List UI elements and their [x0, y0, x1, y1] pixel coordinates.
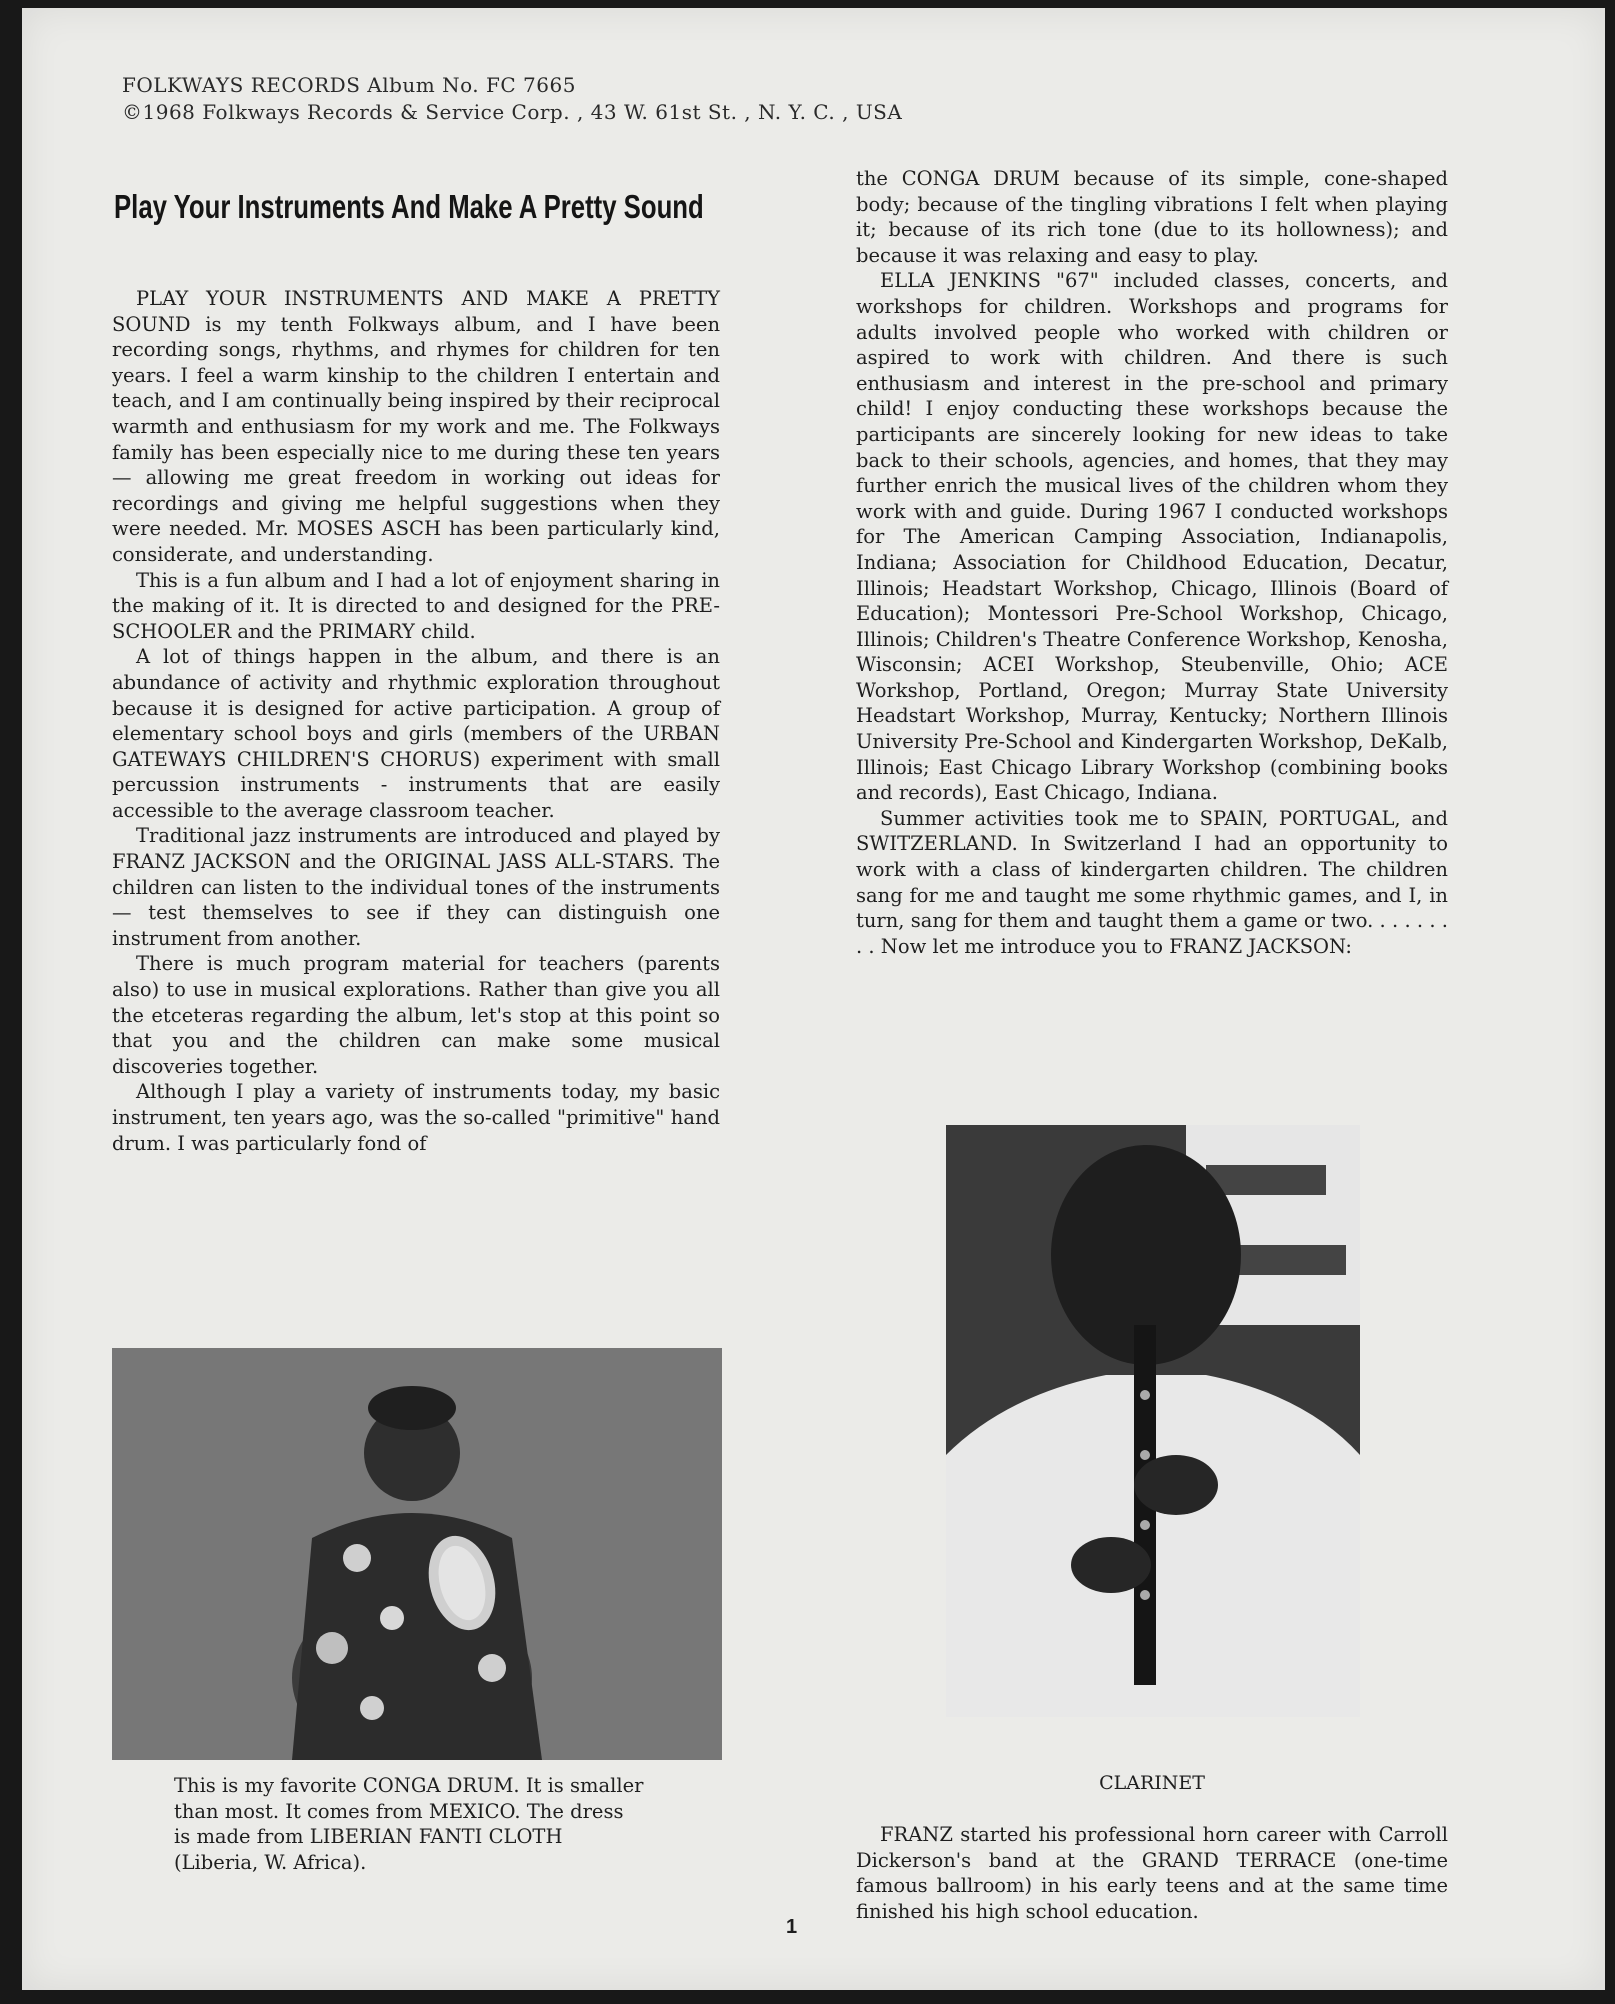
paragraph: This is a fun album and I had a lot of enjoyment sharing in the making of it. It is directed to and designed for the PRE-SCHOOLER and the PRIMARY child.	[112, 568, 720, 643]
paragraph: PLAY YOUR INSTRUMENTS AND MAKE A PRETTY SOUND is my tenth Folkways album, and I have been recording songs, rhythms, and rhymes for children for ten years. I feel a warm kinship to the children I entertain and teach, and I am continually being inspired by their reciprocal warmth and enthusiasm for my work and me. The Folkways family has been especially nice to me during these ten years — allowing me great freedom in working out ideas for recordings and giving me helpful suggestions when they were needed. Mr. MOSES ASCH has been particularly kind, considerate, and understanding.	[112, 287, 720, 566]
paragraph: FRANZ started his professional horn career with Carroll Dickerson's band at the GRAND TERRACE (one-time famous ballroom) in his early teens and at the same time finished his high school education.	[856, 1823, 1448, 1923]
page-title: Play Your Instruments And Make A Pretty Sound	[114, 188, 704, 225]
paragraph: Traditional jazz instruments are introduced and played by FRANZ JACKSON and the ORIGINAL JASS ALL-STARS. The children can listen to the individual tones of the instruments — test themselves to see if they can distinguish one instrument from another.	[112, 824, 720, 950]
header-copyright-line: ©1968 Folkways Records & Service Corp. , 43 W. 61st St. , N. Y. C. , USA	[122, 100, 903, 124]
paragraph: A lot of things happen in the album, and there is an abundance of activity and rhythmic exploration throughout because it is designed for active participation. A group of elementary school boys and girls (members of the URBAN GATEWAYS CHILDREN'S CHORUS) experiment with small percussion instruments - instruments that are easily accessible to the average classroom teacher.	[112, 645, 720, 822]
paragraph: There is much program material for teachers (parents also) to use in musical explorations. Rather than give you all the etceteras regarding the album, let's stop at this point so that you and the children can make some musical discoveries together.	[112, 952, 720, 1078]
conga-drum-illustration	[112, 1348, 722, 1760]
document-page	[22, 8, 1605, 1990]
paragraph: Summer activities took me to SPAIN, PORTUGAL, and SWITZERLAND. In Switzerland I had an opportunity to work with a class of kindergarten children. The children sang for me and taught me some rhythmic games, and I, in turn, sang for them and taught them a game or two. . . . . . . . . Now let me introduce you to FRANZ JACKSON:	[856, 806, 1448, 958]
clarinet-player-illustration	[946, 1125, 1360, 1717]
conga-drum-photo	[112, 1348, 722, 1760]
franz-paragraph-block	[856, 1822, 1448, 1924]
clarinet-photo-caption: CLARINET	[1099, 1772, 1205, 1794]
drum-photo-caption: This is my favorite CONGA DRUM. It is smaller than most. It comes from MEXICO. The dress is made from LIBERIAN FANTI CLOTH (Liberia, W. Africa).	[174, 1774, 644, 1874]
header-album-line: FOLKWAYS RECORDS Album No. FC 7665	[122, 73, 576, 97]
page-number: 1	[786, 1916, 798, 1938]
album-header	[122, 72, 902, 126]
paragraph: Although I play a variety of instruments today, my basic instrument, ten years ago, was the so-called "primitive" hand drum. I was particularly fond of	[112, 1080, 720, 1155]
paragraph: the CONGA DRUM because of its simple, cone-shaped body; because of the tingling vibrations I felt when playing it; because of its rich tone (due to its hollowness); and because it was relaxing and easy to play.	[856, 167, 1448, 267]
right-column	[856, 166, 1448, 959]
paragraph: ELLA JENKINS "67" included classes, concerts, and workshops for children. Workshops and programs for adults involved people who worked with children or aspired to work with children. And there is such enthusiasm and interest in the pre-school and primary child! I enjoy conducting these workshops because the participants are sincerely looking for new ideas to take back to their schools, agencies, and homes, that they may further enrich the musical lives of the children whom they work with and guide. During 1967 I conducted workshops for The American Camping Association, Indianapolis, Indiana; Association for Childhood Education, Decatur, Illinois; Headstart Workshop, Chicago, Illinois (Board of Education); Montessori Pre-School Workshop, Chicago, Illinois; Children's Theatre Conference Workshop, Kenosha, Wisconsin; ACEI Workshop, Steubenville, Ohio; ACE Workshop, Portland, Oregon; Murray State University Headstart Workshop, Murray, Kentucky; Northern Illinois University Pre-School and Kindergarten Workshop, DeKalb, Illinois; East Chicago Library Workshop (combining books and records), East Chicago, Indiana.	[856, 269, 1448, 805]
left-column	[112, 286, 720, 1156]
franz-jackson-photo	[946, 1125, 1360, 1717]
